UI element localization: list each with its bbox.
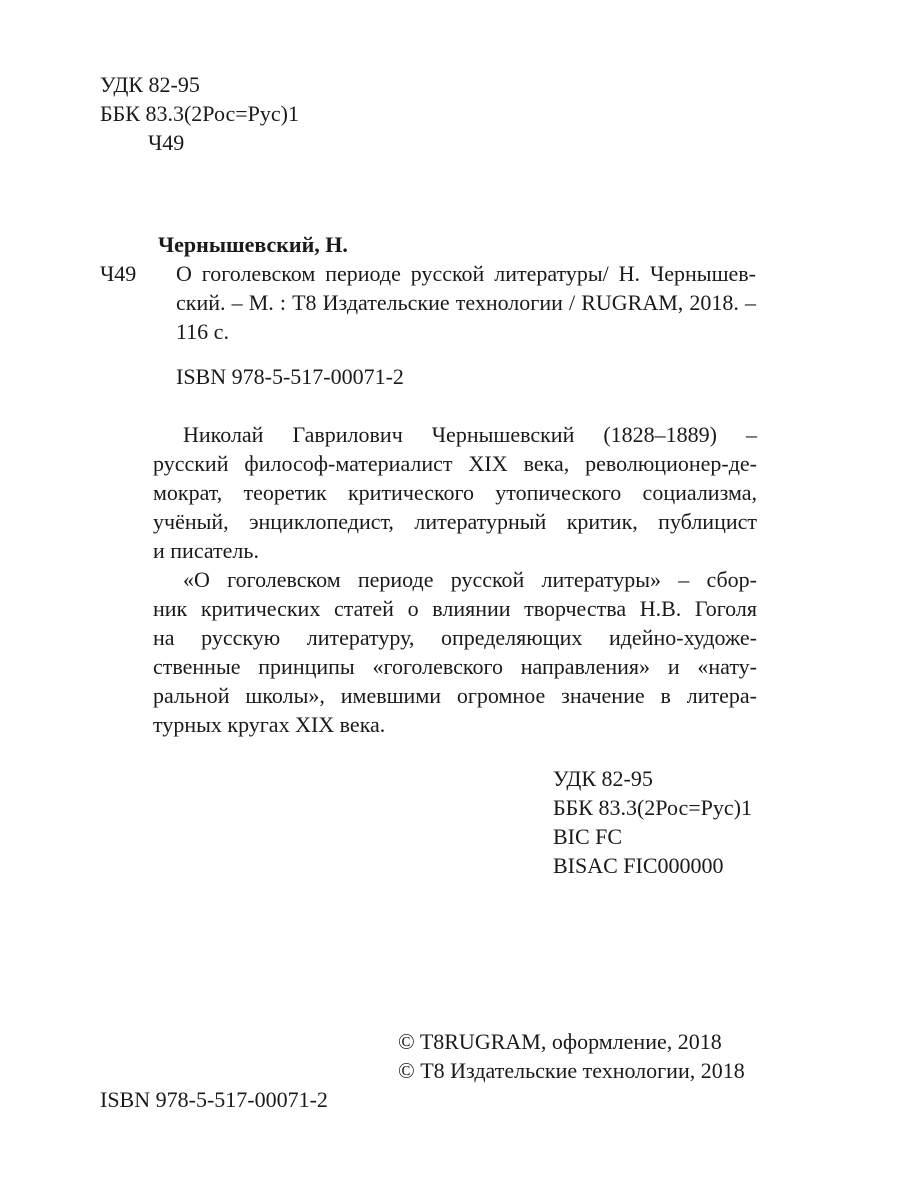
annotation-line: «О гоголевском периоде русской литературы» – сбор-: [183, 567, 757, 592]
cutter-code: Ч49: [148, 130, 185, 155]
udk-code: УДК 82-95: [553, 766, 653, 791]
classification-codes-top: [100, 70, 299, 157]
bbk-code: ББК 83.3(2Рос=Рус)1: [100, 101, 299, 126]
annotation-line: на русскую литературу, определяющих идейно-художе-: [153, 625, 757, 650]
annotation-line: Николай Гаврилович Чернышевский (1828–1889) –: [183, 422, 757, 447]
annotation-line: и писатель.: [153, 538, 259, 563]
cutter-mark: Ч49: [100, 261, 137, 286]
annotation-line: русский философ-материалист XIX века, революционер-де-: [153, 451, 757, 476]
annotation-line: ник критических статей о влиянии творчества Н.В. Гоголя: [153, 596, 757, 621]
annotation-line: ственные принципы «гоголевского направления» и «нату-: [153, 654, 757, 679]
annotation-line: мократ, теоретик критического утопического социализма,: [153, 480, 757, 505]
bib-line: 116 с.: [176, 319, 229, 344]
annotation-line: ральной школы», имевшими огромное значение в литера-: [153, 683, 757, 708]
bic-code: BIC FC: [553, 824, 623, 849]
bib-line: О гоголевском периоде русской литературы/ Н. Чернышев-: [176, 261, 756, 286]
author-heading: Чернышевский, Н.: [158, 232, 348, 257]
annotation-line: учёный, энциклопедист, литературный критик, публицист: [153, 509, 757, 534]
annotation-line: турных кругах XIX века.: [153, 712, 386, 737]
bibliographic-description: [176, 259, 756, 346]
classification-codes-right: [553, 764, 752, 880]
isbn-bottom: ISBN 978-5-517-00071-2: [100, 1087, 328, 1112]
copyright-line: © T8RUGRAM, оформление, 2018: [398, 1029, 722, 1054]
bib-line: ский. – М. : Т8 Издательские технологии / RUGRAM, 2018. –: [176, 290, 756, 315]
bbk-code: ББК 83.3(2Рос=Рус)1: [553, 795, 752, 820]
udk-code: УДК 82-95: [100, 72, 200, 97]
copyright-block: [398, 1027, 745, 1085]
bisac-code: BISAC FIC000000: [553, 853, 724, 878]
annotation: [153, 420, 757, 739]
isbn-entry: ISBN 978-5-517-00071-2: [176, 364, 404, 389]
copyright-line: © Т8 Издательские технологии, 2018: [398, 1058, 745, 1083]
